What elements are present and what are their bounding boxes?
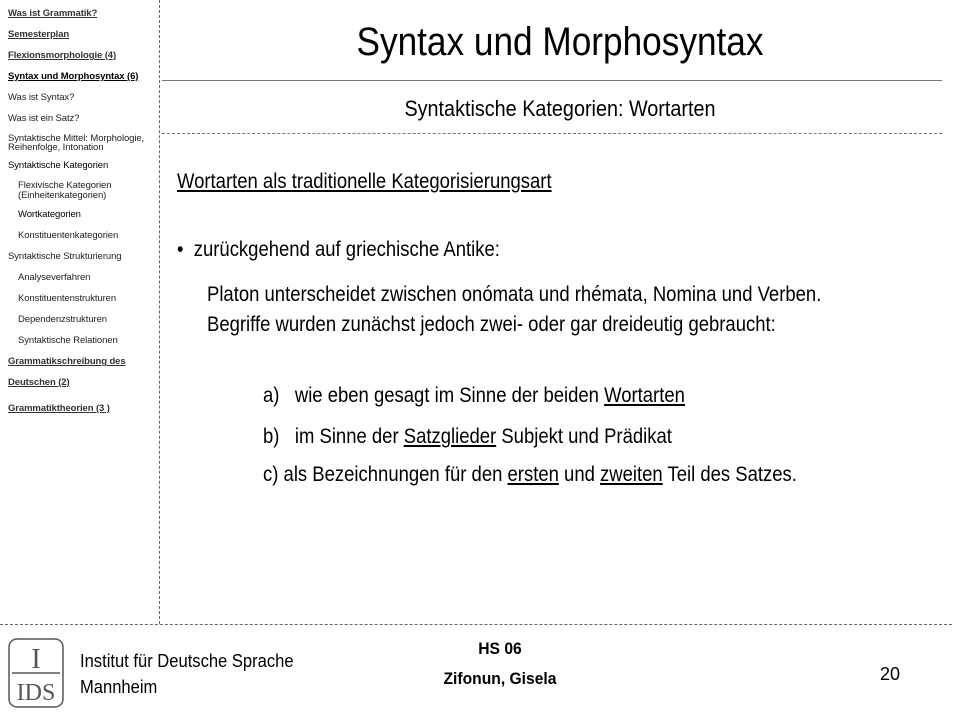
- link-satzglieder[interactable]: Satzglieder: [403, 425, 497, 448]
- section-heading: Wortarten als traditionelle Kategorisierungsart: [177, 170, 552, 193]
- list-marker: b): [263, 425, 280, 448]
- author-name: Zifonun, Gisela: [443, 669, 557, 688]
- outline-navigation: [8, 8, 156, 424]
- institute-name: Institut für Deutsche Sprache: [80, 651, 294, 671]
- link-wortarten[interactable]: Wortarten: [604, 384, 685, 407]
- nav-item-syntaktische-kategorien[interactable]: Syntaktische Kategorien: [8, 160, 109, 171]
- nav-item-syntaktische-mittel[interactable]: Syntaktische Mittel: Morphologie, Reihenfolge, Intonation: [8, 133, 145, 153]
- nav-link-syntax-morphosyntax[interactable]: Syntax und Morphosyntax (6): [8, 71, 139, 82]
- list-item-a: [263, 384, 685, 408]
- list-text: im Sinne der: [294, 425, 399, 448]
- bullet-text: zurückgehend auf griechische Antike:: [193, 238, 500, 261]
- nav-link-grammatikschreibung[interactable]: Grammatikschreibung des Deutschen (2): [8, 356, 126, 388]
- svg-text:I: I: [31, 644, 41, 675]
- link-zweiten[interactable]: zweiten: [600, 463, 663, 486]
- nav-divider: [159, 0, 160, 624]
- nav-item-analyseverfahren[interactable]: Analyseverfahren: [18, 272, 91, 283]
- nav-item-wortkategorien[interactable]: Wortkategorien: [18, 209, 81, 220]
- list-text: wie eben gesagt im Sinne der beiden: [294, 384, 599, 407]
- slide-title: Syntax und Morphosyntax: [356, 20, 764, 64]
- nav-item-syntaktische-relationen[interactable]: Syntaktische Relationen: [18, 335, 118, 346]
- list-item-c: [263, 463, 797, 487]
- nav-item-flexivische-kategorien[interactable]: Flexivische Kategorien (Einheitenkategorien): [18, 180, 112, 201]
- paragraph-line-1: Platon unterscheidet zwischen onómata und rhémata, Nomina und Verben.: [207, 283, 822, 306]
- list-marker: c): [263, 463, 279, 486]
- link-ersten[interactable]: ersten: [507, 463, 559, 486]
- nav-link-semesterplan[interactable]: Semesterplan: [8, 29, 70, 40]
- list-item-b: [263, 425, 672, 449]
- nav-item-syntaktische-strukturierung[interactable]: Syntaktische Strukturierung: [8, 251, 122, 262]
- institute-block: [80, 648, 294, 700]
- nav-item-was-ist-ein-satz[interactable]: Was ist ein Satz?: [8, 113, 80, 124]
- ids-logo: [8, 638, 64, 708]
- subtitle-divider: [162, 133, 942, 134]
- list-text: als Bezeichnungen für den: [283, 463, 503, 486]
- list-text: Subjekt und Prädikat: [501, 425, 672, 448]
- nav-link-flexionsmorphologie[interactable]: Flexionsmorphologie (4): [8, 50, 117, 61]
- paragraph: [207, 280, 821, 340]
- nav-item-konstituentenstrukturen[interactable]: Konstituentenstrukturen: [18, 293, 117, 304]
- nav-item-was-ist-syntax[interactable]: Was ist Syntax?: [8, 92, 75, 103]
- institute-city: Mannheim: [80, 677, 158, 697]
- bullet-icon: •: [177, 238, 194, 261]
- slide-subtitle: Syntaktische Kategorien: Wortarten: [404, 96, 716, 121]
- page-number: 20: [880, 664, 901, 684]
- logo-text: IDS: [16, 680, 56, 706]
- list-text: und: [564, 463, 595, 486]
- bullet-point: [177, 238, 500, 262]
- list-text: Teil des Satzes.: [667, 463, 797, 486]
- list-marker: a): [263, 384, 280, 407]
- course-code: HS 06: [478, 639, 522, 658]
- paragraph-line-2: Begriffe wurden zunächst jedoch zwei- oder gar dreideutig gebraucht:: [207, 313, 776, 336]
- nav-item-konstituentenkategorien[interactable]: Konstituentenkategorien: [18, 230, 119, 241]
- course-block: [408, 634, 592, 694]
- footer-divider: [0, 624, 952, 625]
- nav-item-dependenzstrukturen[interactable]: Dependenzstrukturen: [18, 314, 107, 325]
- nav-link-grammatiktheorien[interactable]: Grammatiktheorien (3 ): [8, 403, 110, 414]
- title-divider: [162, 80, 942, 81]
- nav-link-was-ist-grammatik[interactable]: Was ist Grammatik?: [8, 8, 98, 19]
